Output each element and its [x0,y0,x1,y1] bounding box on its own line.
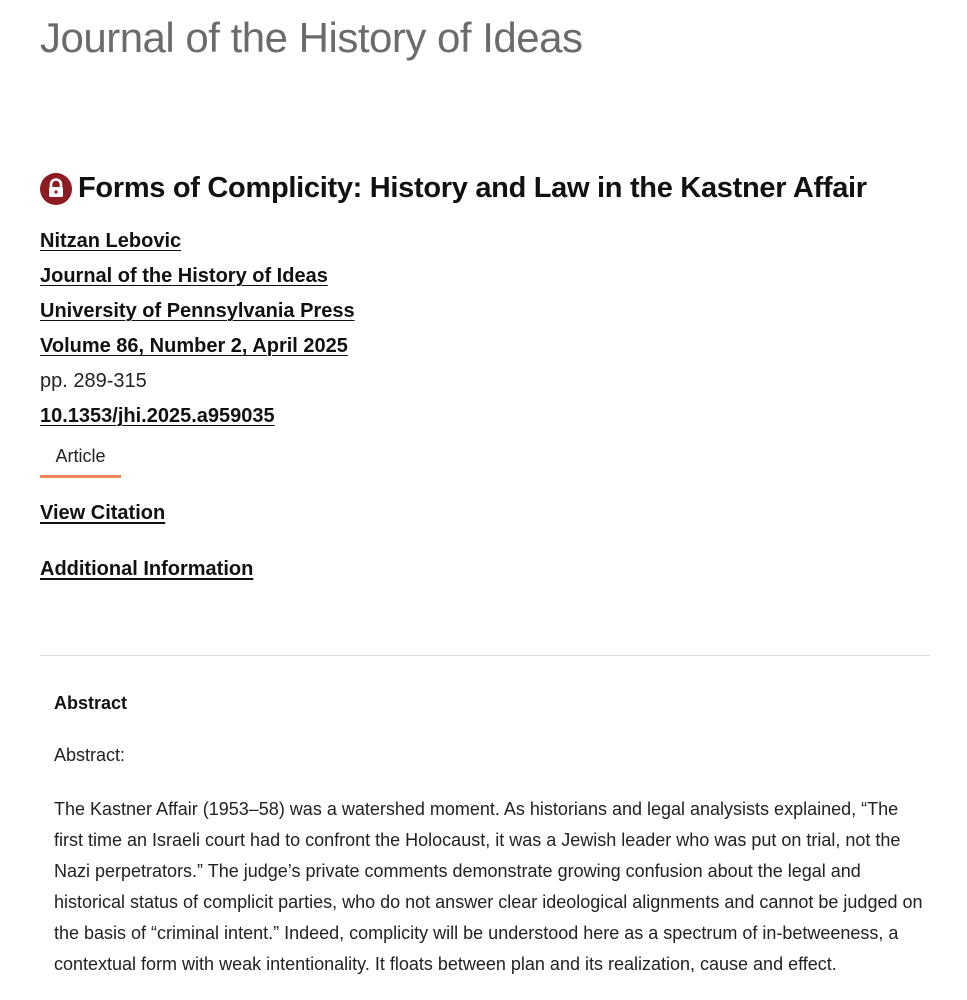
abstract-text: The Kastner Affair (1953–58) was a watershed moment. As historians and legal analysists explained, “The first time an Israeli court had to confront the Holocaust, it was a Jewish leader who was put on trial, not the Nazi perpetrators.” The judge’s private comments demonstrate growing confusion about the legal and historical status of complicit parties, who do not answer clear ideological alignments and cannot be judged on the basis of “criminal intent.” Indeed, complicity will be understood here as a spectrum of in-betweeness, a contextual form with weak intentionality. It floats between plan and its realization, cause and effect. [54,799,923,974]
additional-information-link[interactable]: Additional Information [40,558,254,580]
issue-link[interactable]: Volume 86, Number 2, April 2025 [40,335,348,357]
author-link[interactable]: Nitzan Lebovic [40,230,182,252]
publisher-link[interactable]: University of Pennsylvania Press [40,300,355,322]
journal-title: Journal of the History of Ideas [40,14,583,61]
view-citation-link[interactable]: View Citation [40,502,166,524]
section-divider [40,655,930,656]
abstract-label: Abstract: [54,745,126,765]
article-header [40,172,867,205]
abstract-heading: Abstract [54,693,128,713]
page-range: pp. 289-315 [40,370,147,392]
doi-link[interactable]: 10.1353/jhi.2025.a959035 [40,405,275,427]
article-title: Forms of Complicity: History and Law in the Kastner Affair [78,172,867,204]
lock-icon [40,173,72,205]
tab-article[interactable]: Article [40,446,121,478]
article-metadata [40,224,355,434]
journal-link[interactable]: Journal of the History of Ideas [40,265,328,287]
